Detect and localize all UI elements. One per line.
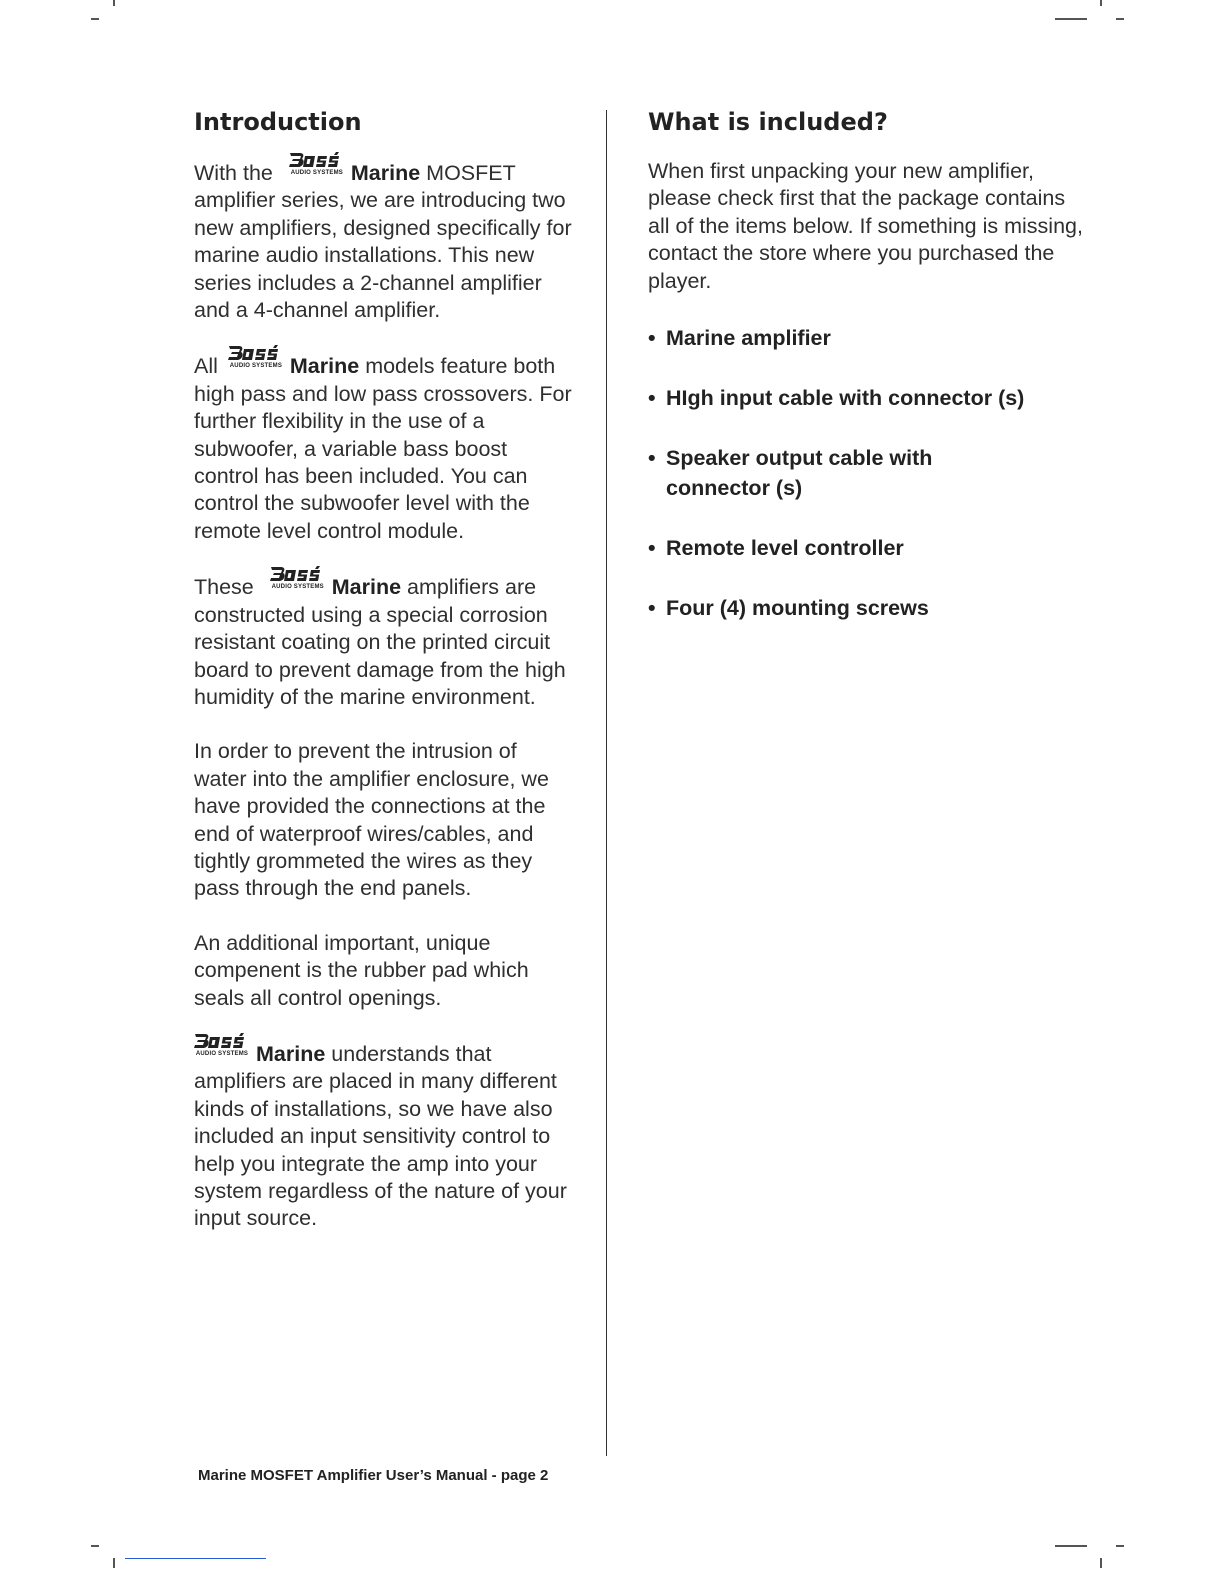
included-heading: What is included? <box>648 108 888 136</box>
bullet-icon: • <box>648 386 656 411</box>
crop-mark <box>1116 18 1124 20</box>
bullet-icon: • <box>648 326 656 351</box>
boss-logo-mark <box>289 152 345 168</box>
list-item: • Speaker output cable with connector (s) <box>648 443 966 503</box>
crop-mark <box>1100 1558 1102 1568</box>
crop-mark <box>1100 0 1102 6</box>
column-divider <box>606 110 607 1456</box>
intro-paragraph-5: An additional important, unique compenent is the rubber pad which seals all control openings. <box>194 930 529 1010</box>
crop-mark <box>91 18 99 20</box>
bullet-icon: • <box>648 536 656 561</box>
introduction-section <box>194 104 574 1233</box>
intro-paragraph-2: All AUDIO SYSTEMS Marine models feature both high pass and low pass crossovers. For further flexibility in the use of a subwoofer, a variable bass boost control has been included. You can control the subwoofer level with the remote level control module. <box>194 351 574 545</box>
crop-mark <box>113 0 115 6</box>
boss-logo: AUDIO SYSTEMS <box>228 351 284 373</box>
list-item: • Four (4) mounting screws <box>648 593 1088 623</box>
crop-mark <box>1116 1545 1124 1547</box>
list-item: • Marine amplifier <box>648 323 1088 353</box>
intro-paragraph-4: In order to prevent the intrusion of water into the amplifier enclosure, we have provided the connections at the end of waterproof wires/cables, and tightly grommeted the wires as they pass through the end panels. <box>194 739 549 901</box>
included-items-list <box>648 323 1088 623</box>
list-item: • Remote level controller <box>648 533 1088 563</box>
included-section <box>648 104 1088 653</box>
list-item: • HIgh input cable with connector (s) <box>648 383 1088 413</box>
intro-paragraph-3: These AUDIO SYSTEMS Marine amplifiers are constructed using a special corrosion resistant coating on the printed circuit board to prevent damage from the high humidity of the marine environment. <box>194 572 574 711</box>
crop-mark <box>1055 1545 1087 1547</box>
boss-logo: AUDIO SYSTEMS <box>194 1039 250 1061</box>
crop-mark <box>1055 18 1087 20</box>
intro-paragraph-6: AUDIO SYSTEMS Marine understands that amplifiers are placed in many different kinds of installations, so we have also included an input sensitivity control to help you integrate the amp into your system regardless of the nature of your input source. <box>194 1039 574 1233</box>
crop-mark <box>91 1545 99 1547</box>
crop-mark <box>113 1558 115 1568</box>
bullet-icon: • <box>648 596 656 621</box>
page-footer: Marine MOSFET Amplifier User’s Manual - page 2 <box>198 1467 549 1484</box>
boss-logo: AUDIO SYSTEMS <box>270 572 326 594</box>
introduction-heading: Introduction <box>194 108 362 136</box>
boss-logo-mark <box>270 566 326 582</box>
boss-logo-mark <box>228 345 284 361</box>
boss-logo-mark <box>194 1033 250 1049</box>
bullet-icon: • <box>648 446 656 471</box>
boss-logo: AUDIO SYSTEMS <box>289 158 345 180</box>
bottom-rule <box>125 1558 266 1559</box>
intro-paragraph-1: With the AUDIO SYSTEMS Marine MOSFET amplifier series, we are introducing two new amplifiers, designed specifically for marine audio installations. This new series includes a 2-channel amplifier and a 4-channel amplifier. <box>194 158 574 324</box>
included-intro: When first unpacking your new amplifier, please check first that the package contains all of the items below. If something is missing, contact the store where you purchased the player. <box>648 159 1083 293</box>
